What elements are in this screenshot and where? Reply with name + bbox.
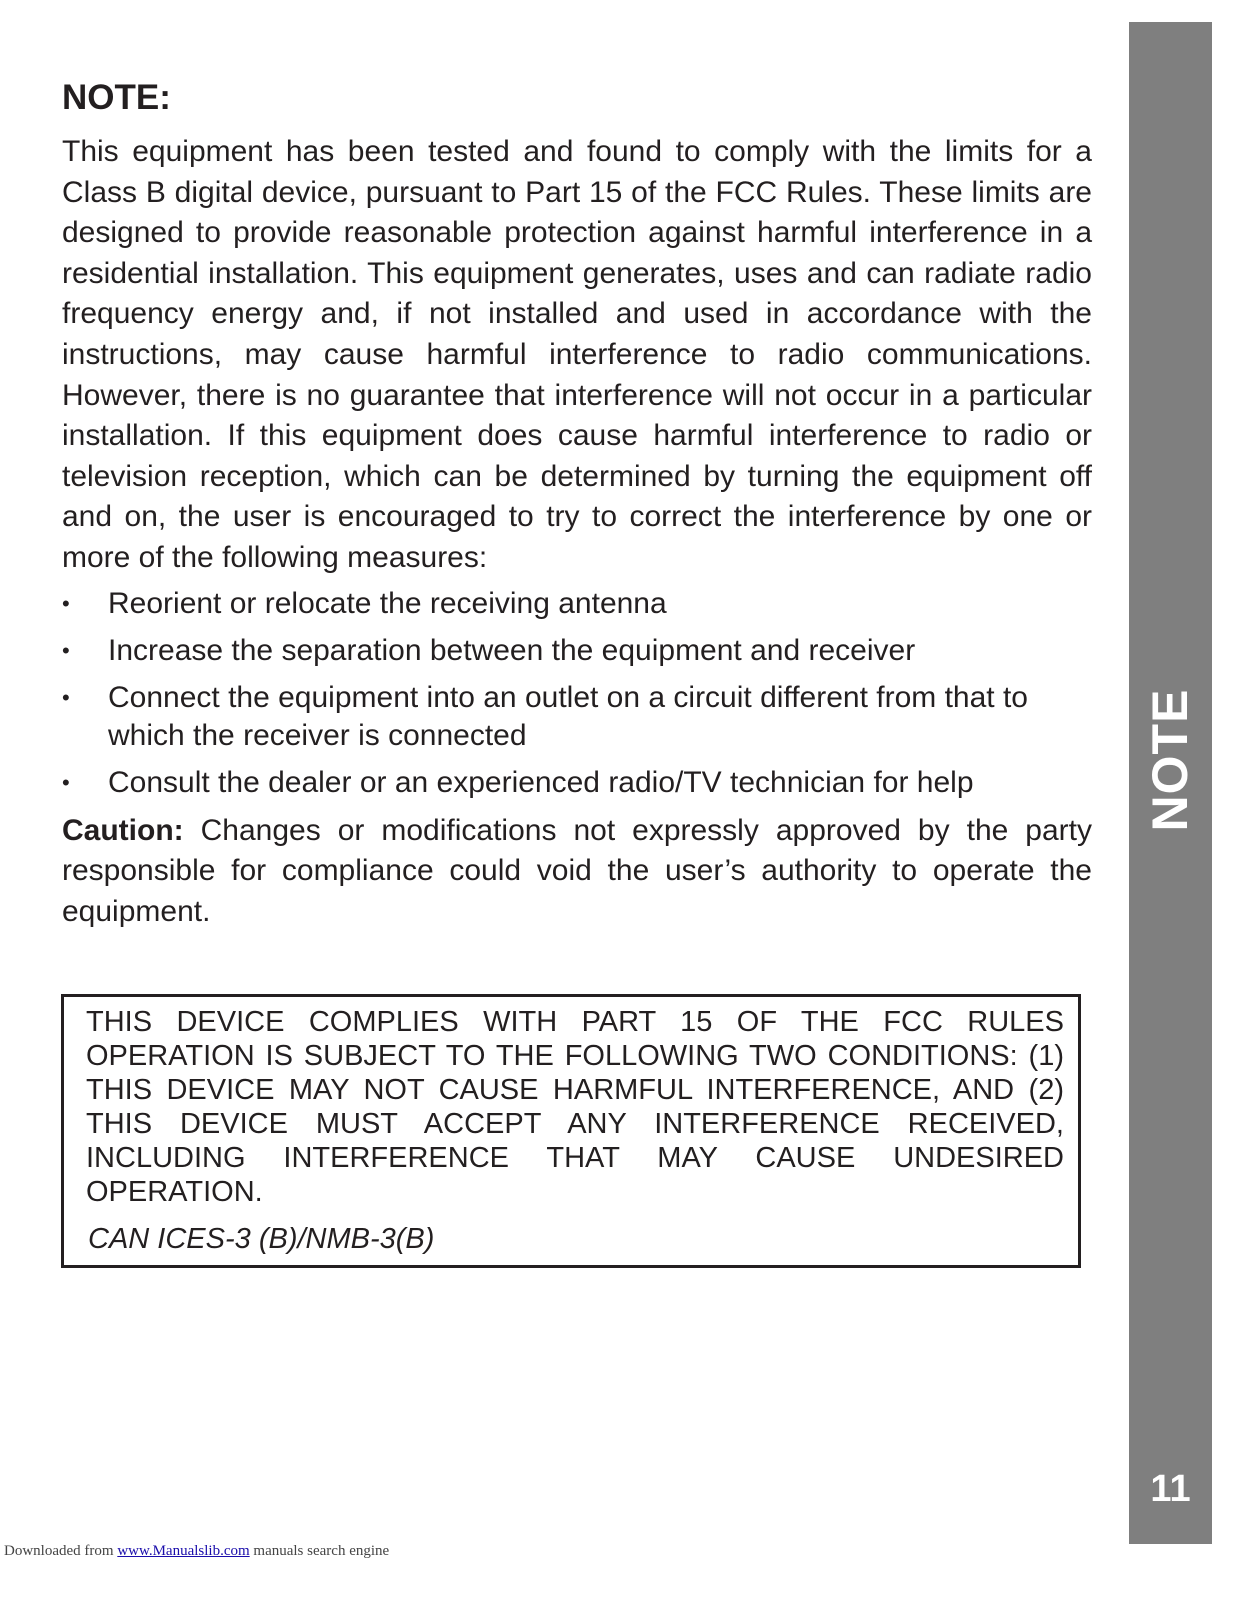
caution-paragraph <box>62 811 1092 933</box>
fcc-compliance-box <box>61 994 1081 1268</box>
note-section <box>62 78 1092 932</box>
list-item <box>62 632 1092 670</box>
bullet-icon: • <box>62 637 70 663</box>
ices-statement: CAN ICES-3 (B)/NMB-3(B) <box>88 1223 435 1255</box>
fcc-statement: THIS DEVICE COMPLIES WITH PART 15 OF THE FCC RULES OPERATION IS SUBJECT TO THE FOLLOWING TWO CONDITIONS: (1) THIS DEVICE MAY NOT CAUSE HARMFUL INTERFERENCE, AND (2) THIS DEVICE MUST ACCEPT ANY INTERFERENCE RECEIVED, INCLUDING INTERFERENCE THAT MAY CAUSE UNDESIRED OPERATION. <box>86 1006 1064 1208</box>
caution-label: Caution: <box>62 813 184 847</box>
note-heading: NOTE: <box>62 78 171 117</box>
footer-suffix: manuals search engine <box>249 1543 390 1559</box>
download-footer <box>4 1543 389 1560</box>
list-item-text: Increase the separation between the equipment and receiver <box>108 633 916 667</box>
side-tab <box>1129 22 1212 1544</box>
list-item-text: Consult the dealer or an experienced radio/TV technician for help <box>108 765 974 799</box>
list-item <box>62 764 1092 802</box>
note-paragraph: This equipment has been tested and found to comply with the limits for a Class B digital device, pursuant to Part 15 of the FCC Rules. These limits are designed to provide reasonable protection against harmful interference in a residential installation. This equipment generates, uses and can radiate radio frequency energy and, if not installed and used in accordance with the instructions, may cause harmful interference to radio communications. However, there is no guarantee that interference will not occur in a particular installation. If this equipment does cause harmful interference to radio or television reception, which can be determined by turning the equipment off and on, the user is encouraged to try to correct the interference by one or more of the following measures: <box>62 135 1092 574</box>
list-item-text: Reorient or relocate the receiving antenna <box>108 586 667 620</box>
bullet-icon: • <box>62 590 70 616</box>
side-tab-label: NOTE <box>1142 688 1198 832</box>
footer-prefix: Downloaded from <box>4 1543 118 1559</box>
caution-text: Changes or modifications not expressly approved by the party responsible for compliance could void the user’s authority to operate the equipment. <box>62 813 1092 928</box>
list-item <box>62 585 1092 623</box>
manualslib-link[interactable]: www.Manualslib.com <box>117 1543 250 1559</box>
bullet-icon: • <box>62 769 70 795</box>
page-number: 11 <box>1150 1468 1191 1510</box>
measures-list <box>62 585 1092 802</box>
list-item <box>62 679 1092 755</box>
bullet-icon: • <box>62 684 70 710</box>
list-item-text: Connect the equipment into an outlet on a circuit different from that to which the receiver is connected <box>108 680 1028 752</box>
